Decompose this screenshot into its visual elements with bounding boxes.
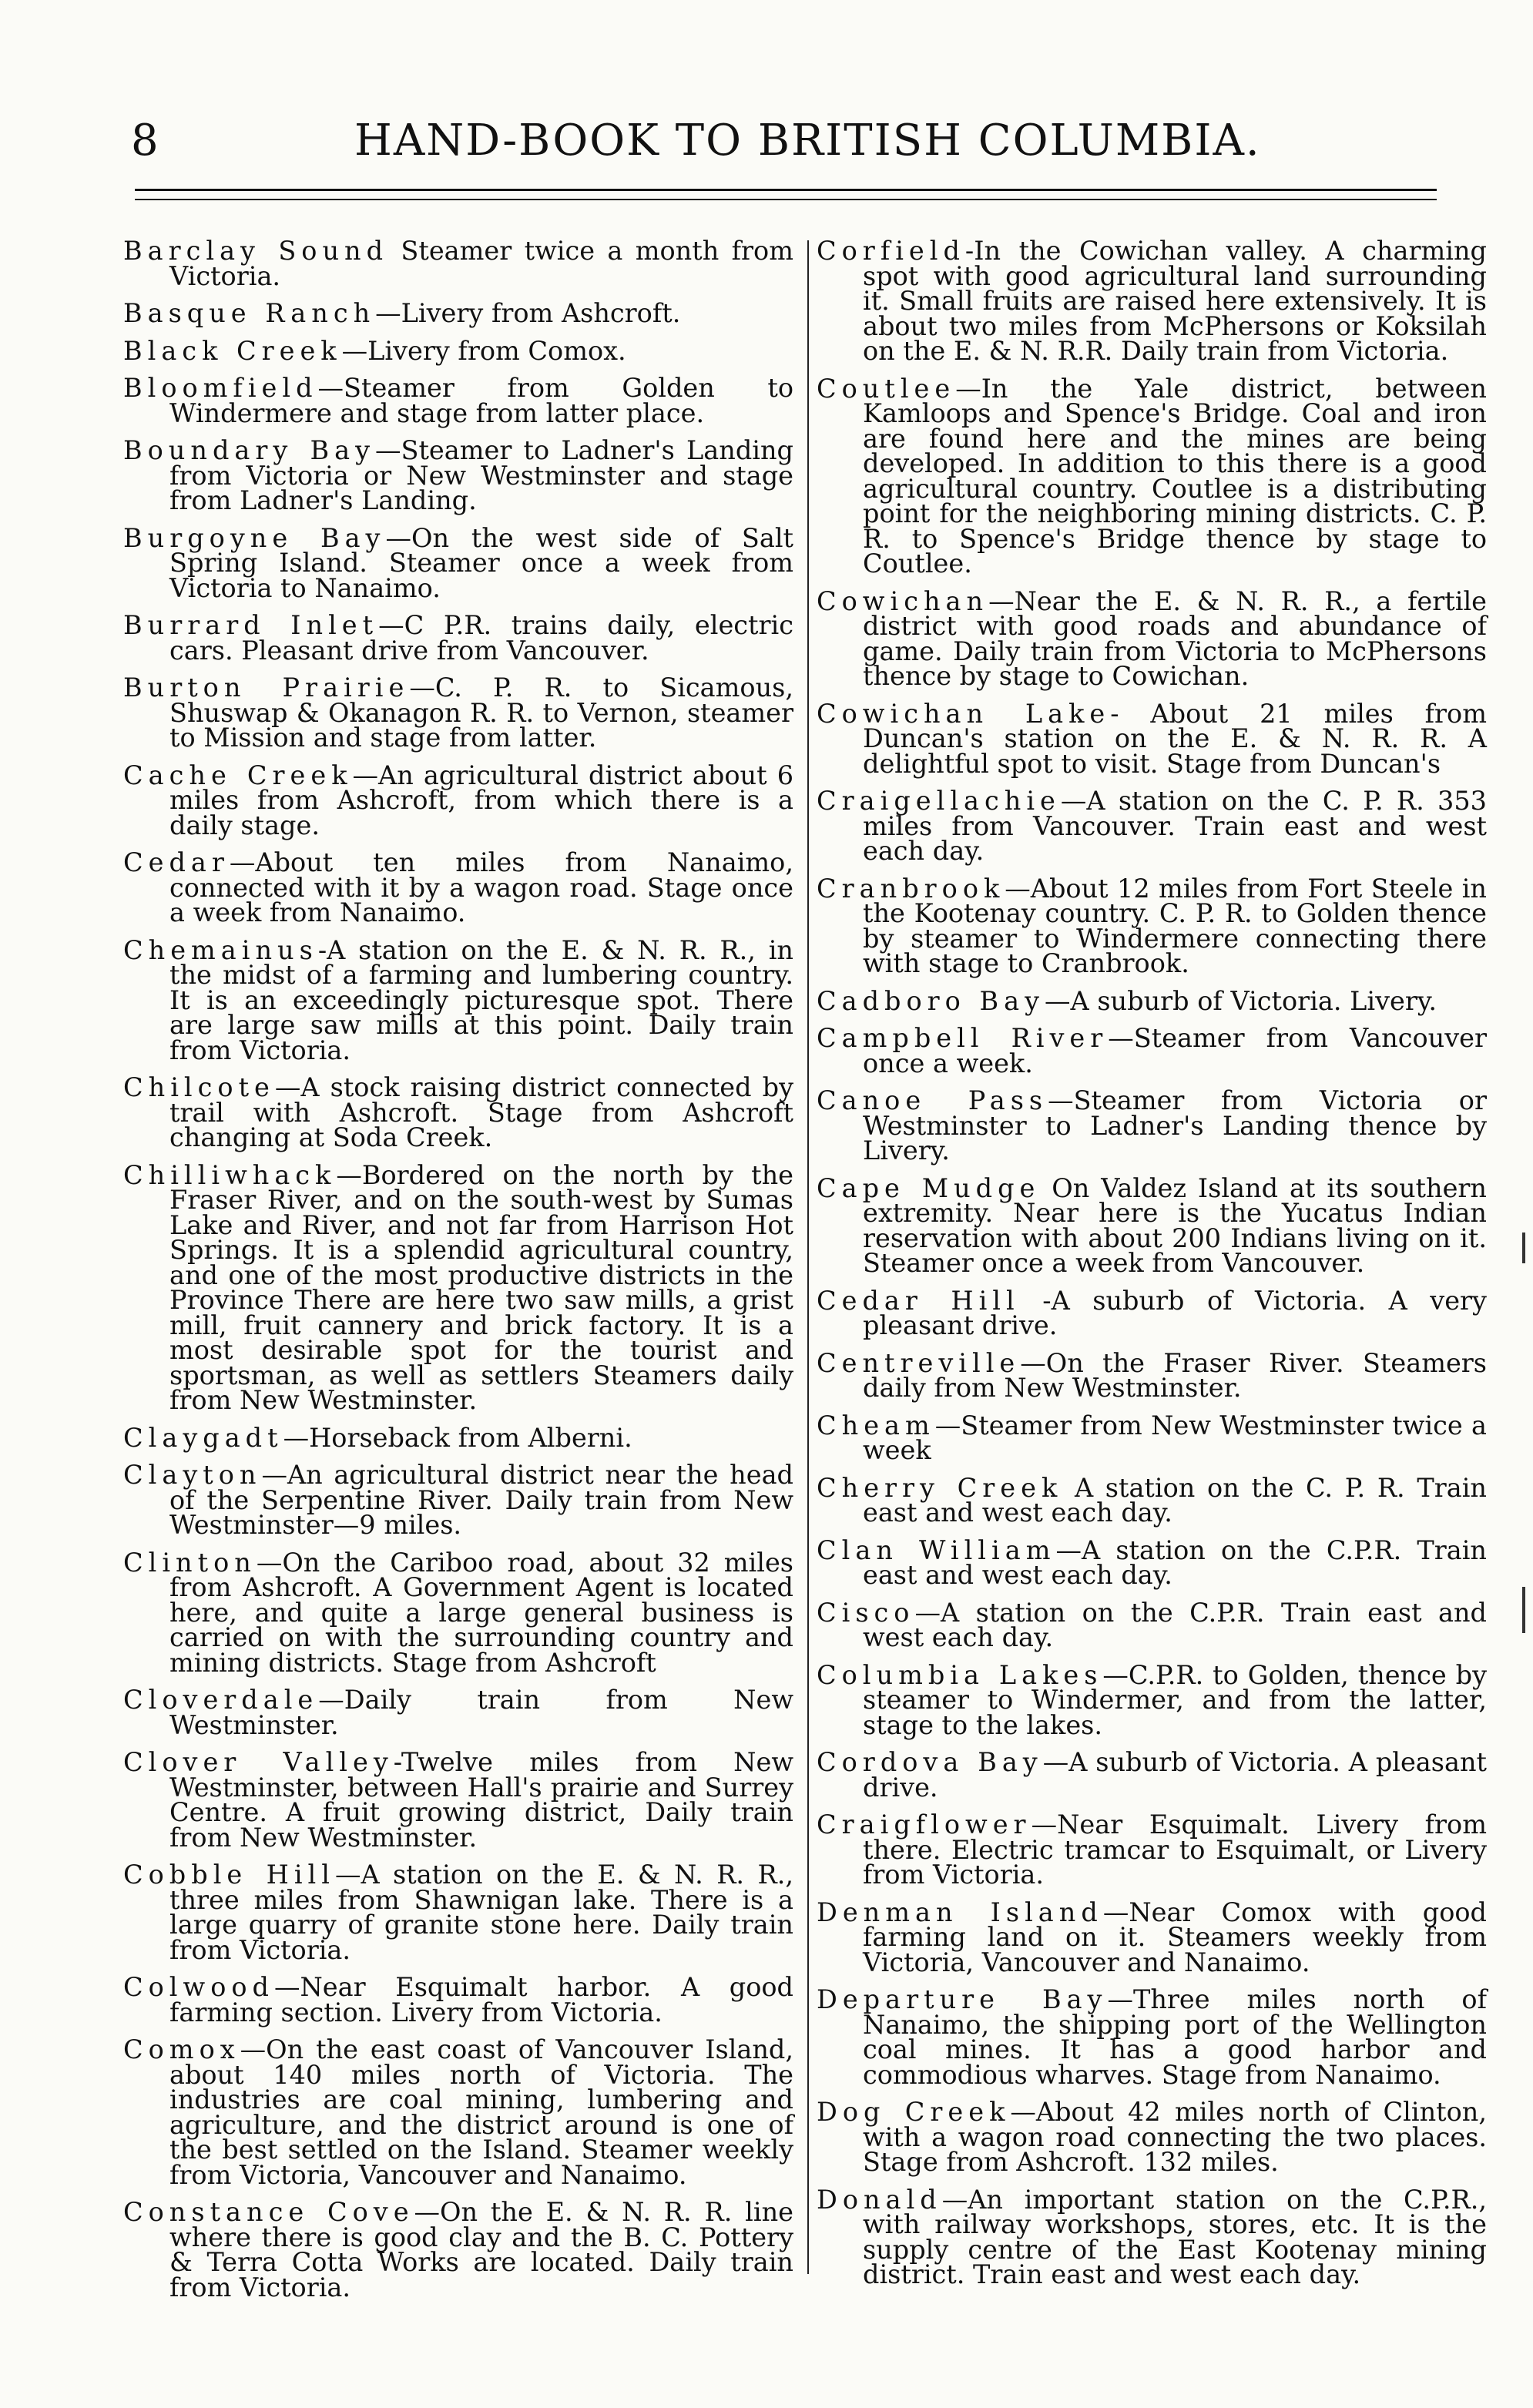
gazetteer-entry xyxy=(123,298,793,328)
entry-term: Coutlee xyxy=(817,373,956,404)
gazetteer-entry xyxy=(817,1472,1488,1528)
gazetteer-entry xyxy=(123,2034,793,2190)
entry-description: —A station on the C.P.R. Train east and west each day. xyxy=(863,1534,1488,1590)
gazetteer-entry xyxy=(817,1809,1487,1890)
entry-term: Bloomfield xyxy=(123,373,318,403)
entry-term: Cowichan Lake xyxy=(817,698,1111,729)
entry-term: Cisco xyxy=(817,1597,915,1628)
entry-description: -Twelve miles from New Westminster, between Hall's prairie and Surrey Centre. A fruit growing district, Daily train from New Westminster. xyxy=(169,1747,793,1853)
entry-term: Cloverdale xyxy=(123,1685,319,1715)
gazetteer-entry xyxy=(817,373,1487,579)
gazetteer-entry xyxy=(817,585,1487,691)
gazetteer-entry xyxy=(123,610,793,666)
column-divider xyxy=(807,240,809,2274)
entry-description: —Three miles north of Nanaimo, the shipping port of the Wellington coal mines. It has a good harbor and commodious wharves. Stage from Nanaimo. xyxy=(863,1984,1487,2090)
entry-description: - About 21 miles from Duncan's station on the E. & N. R. R. A delightful spot to visit. Stage from Duncan's xyxy=(863,698,1487,779)
entry-description: —A station on the C. P. R. 353 miles from Vancouver. Train east and west each day. xyxy=(863,786,1487,866)
entry-term: Donald xyxy=(817,2184,942,2215)
entry-term: Cheam xyxy=(817,1410,935,1440)
entry-description: —A stock raising district connected by trail with Ashcroft. Stage from Ashcroft changing at Soda Creek. xyxy=(169,1072,793,1152)
header-rule-thick xyxy=(135,189,1437,191)
gazetteer-entry xyxy=(817,985,1487,1016)
gazetteer-entry xyxy=(817,1410,1487,1465)
entry-term: Cobble Hill xyxy=(123,1860,335,1890)
entry-description: —On the E. & N. R. R. line where there is good clay and the B. C. Pottery & Terra Cotta Works are located. Daily train from Victoria. xyxy=(169,2197,793,2302)
entry-term: Cranbrook xyxy=(817,873,1005,904)
gazetteer-entry xyxy=(123,672,793,753)
gazetteer-entry xyxy=(123,1547,793,1678)
entry-description: —On the Cariboo road, about 32 miles from Ashcroft. A Government Agent is located here, and quite a large general business is carried on with the surrounding country and mining districts. Stage from Ashcroft xyxy=(169,1547,793,1678)
gazetteer-entry xyxy=(817,698,1487,779)
gazetteer-entry xyxy=(817,1285,1487,1340)
gazetteer-entry xyxy=(123,1072,793,1152)
entry-description: —Steamer to Ladner's Landing from Victoria or New Westminster and stage from Ladner's Landing. xyxy=(169,435,793,515)
gazetteer-entry xyxy=(817,1659,1488,1740)
gazetteer-entry xyxy=(817,1597,1487,1652)
gazetteer-entry xyxy=(817,1747,1487,1803)
entry-description: —An important station on the C.P.R., with railway workshops, stores, etc. It is the supply centre of the East Kootenay mining district. Train east and west each day. xyxy=(863,2184,1487,2289)
entry-description: —An agricultural district near the head of the Serpentine River. Daily train from New Westminster—9 miles. xyxy=(169,1460,793,1540)
entry-description: —Steamer from Victoria or Westminster to Ladner's Landing thence by Livery. xyxy=(863,1085,1487,1165)
gazetteer-entry xyxy=(817,2184,1487,2289)
gazetteer-entry xyxy=(817,1897,1487,1977)
entry-term: Denman Island xyxy=(817,1897,1103,1927)
entry-description: —Near Esquimalt harbor. A good farming section. Livery from Victoria. xyxy=(169,1972,793,2027)
entry-description: —In the Yale district, between Kamloops and Spence's Bridge. Coal and iron are found here and the mines are being developed. In addition to this there is a good agricultural country. Coutlee is a distributing point for the neighboring mining districts. C. P. R. to Spence's Bridge thence by stage to Coutlee. xyxy=(863,373,1487,579)
entry-term: Canoe Pass xyxy=(817,1085,1048,1115)
entry-description: —About ten miles from Nanaimo, connected with it by a wagon road. Stage once a week from Nanaimo. xyxy=(169,847,793,927)
gazetteer-entry xyxy=(817,1534,1488,1590)
gazetteer-entry xyxy=(817,1023,1487,1078)
entry-description: -A station on the E. & N. R. R., in the midst of a farming and lumbering country. It is an exceedingly picturesque spot. There are large saw mills at this point. Daily train from Victoria. xyxy=(169,934,793,1065)
entry-description: —About 12 miles from Fort Steele in the Kootenay country. C. P. R. to Golden thence by steamer to Windermere connecting there with stage to Cranbrook. xyxy=(863,873,1487,978)
gazetteer-entry xyxy=(817,1085,1487,1165)
entry-description: -In the Cowichan valley. A charming spot with good agricultural land surrounding it. Small fruits are raised here extensively. It is about two miles from McPhersons or Koksilah on the E. & N. R.R. Daily train from Victoria. xyxy=(863,236,1487,366)
entry-description: —About 42 miles north of Clinton, with a wagon road connecting the two places. Stage from Ashcroft. 132 miles. xyxy=(863,2097,1488,2177)
gazetteer-entry xyxy=(817,873,1487,978)
entry-term: Departure Bay xyxy=(817,1984,1108,2014)
gazetteer-entry xyxy=(123,1422,793,1453)
gazetteer-entry xyxy=(817,2097,1488,2177)
entry-term: Claygadt xyxy=(123,1422,283,1453)
gazetteer-entry xyxy=(123,1972,793,2027)
entry-term: Burgoyne Bay xyxy=(123,522,386,553)
entry-term: Cedar Hill xyxy=(817,1285,1020,1316)
entry-term: Clover Valley xyxy=(123,1747,394,1777)
gazetteer-entry xyxy=(123,522,794,603)
gazetteer-entry xyxy=(817,236,1487,366)
gazetteer-entry xyxy=(123,335,793,366)
entry-term: Chemainus xyxy=(123,934,318,965)
entry-term: Columbia Lakes xyxy=(817,1659,1103,1690)
gazetteer-entry xyxy=(817,1347,1487,1403)
entry-description: On Valdez Island at its southern extremity. Near here is the Yucatus Indian reservation with about 200 Indians living on it. Steamer once a week from Vancouver. xyxy=(863,1172,1487,1278)
entry-term: Constance Cove xyxy=(123,2197,414,2227)
gazetteer-entry xyxy=(123,1747,793,1853)
entry-description: —Livery from Comox. xyxy=(341,335,626,366)
page-header xyxy=(131,116,1433,169)
entry-term: Boundary Bay xyxy=(123,435,376,465)
entry-description: Steamer twice a month from Victoria. xyxy=(169,236,793,291)
entry-description: —C. P. R. to Sicamous, Shuswap & Okanagon R. R. to Vernon, steamer to Mission and stage from latter. xyxy=(169,672,793,753)
entry-description: -A suburb of Victoria. A very pleasant drive. xyxy=(863,1285,1487,1340)
entry-description: —A station on the C.P.R. Train east and west each day. xyxy=(863,1597,1487,1652)
entry-term: Cordova Bay xyxy=(817,1747,1043,1777)
gazetteer-entry xyxy=(123,1860,793,1965)
entry-term: Barclay Sound xyxy=(123,236,389,266)
entry-term: Cedar xyxy=(123,847,230,877)
gazetteer-entry xyxy=(123,847,793,927)
gazetteer-entry xyxy=(123,1685,793,1740)
entry-term: Craigellachie xyxy=(817,786,1061,816)
scan-edge-mark xyxy=(1522,1233,1525,1263)
entry-term: Colwood xyxy=(123,1972,274,2002)
entry-term: Cowichan xyxy=(817,585,989,616)
entry-term: Clayton xyxy=(123,1460,262,1490)
entry-term: Cache Creek xyxy=(123,760,353,790)
running-head: HAND-BOOK TO BRITISH COLUMBIA. xyxy=(354,116,1261,166)
entry-description: —Near the E. & N. R. R., a fertile district with good roads and abundance of game. Daily train from Victoria to McPhersons thence by stage to Cowichan. xyxy=(863,585,1487,691)
entry-description: —On the east coast of Vancouver Island, about 140 miles north of Victoria. The industries are coal mining, lumbering and agriculture, and the district around is one of the best settled on the Island. Steamer weekly from Victoria, Vancouver and Nanaimo. xyxy=(169,2034,793,2190)
page-number: 8 xyxy=(131,116,159,166)
entry-description: —On the west side of Salt Spring Island. Steamer once a week from Victoria to Nanaimo. xyxy=(169,522,794,603)
entry-description: —A station on the E. & N. R. R., three miles from Shawnigan lake. There is a large quarry of granite stone here. Daily train from Victoria. xyxy=(169,1860,793,1965)
gazetteer-entry xyxy=(123,1460,793,1540)
entry-term: Black Creek xyxy=(123,335,342,366)
left-column xyxy=(123,236,794,2312)
entry-description: —A suburb of Victoria. A pleasant drive. xyxy=(863,1747,1487,1803)
gazetteer-entry xyxy=(123,236,793,291)
entry-description: —Near Comox with good farming land on it. Steamers weekly from Victoria, Vancouver and Nanaimo. xyxy=(863,1897,1487,1977)
entry-term: Centreville xyxy=(817,1347,1021,1378)
entry-term: Craigflower xyxy=(817,1809,1032,1840)
entry-term: Chilliwhack xyxy=(123,1159,337,1190)
entry-description: —Steamer from Golden to Windermere and stage from latter place. xyxy=(169,373,793,428)
gazetteer-entry xyxy=(123,373,793,428)
gazetteer-entry xyxy=(817,1984,1487,2090)
entry-description: —Steamer from Vancouver once a week. xyxy=(863,1023,1487,1078)
entry-description: —Near Esquimalt. Livery from there. Electric tramcar to Esquimalt, or Livery from Victoria. xyxy=(863,1809,1487,1890)
entry-term: Burrard Inlet xyxy=(123,610,379,640)
entry-description: —Steamer from New Westminster twice a week xyxy=(863,1410,1487,1465)
gazetteer-entry xyxy=(123,435,793,515)
entry-term: Chilcote xyxy=(123,1072,275,1102)
entry-term: Dog Creek xyxy=(817,2097,1011,2127)
gazetteer-entry xyxy=(123,760,794,840)
entry-term: Clan William xyxy=(817,1534,1056,1565)
entry-term: Comox xyxy=(123,2034,240,2064)
gazetteer-entry xyxy=(123,2197,793,2302)
gazetteer-entry xyxy=(817,1172,1487,1278)
entry-description: —An agricultural district about 6 miles from Ashcroft, from which there is a daily stage. xyxy=(169,760,794,840)
entry-term: Cape Mudge xyxy=(817,1172,1041,1203)
entry-term: Burton Prairie xyxy=(123,672,410,703)
entry-description: —C P.R. trains daily, electric cars. Pleasant drive from Vancouver. xyxy=(169,610,793,666)
entry-description: —Horseback from Alberni. xyxy=(283,1422,632,1453)
entry-description: —C.P.R. to Golden, thence by steamer to Windermer, and from the latter, stage to the lakes. xyxy=(863,1659,1488,1740)
entry-term: Cadboro Bay xyxy=(817,985,1045,1016)
scan-edge-mark xyxy=(1522,1587,1525,1633)
gazetteer-entry xyxy=(817,786,1487,866)
entry-description: —Livery from Ashcroft. xyxy=(375,298,681,328)
entry-description: —Daily train from New Westminster. xyxy=(169,1685,793,1740)
entry-term: Campbell River xyxy=(817,1023,1109,1053)
header-rule-thin xyxy=(135,199,1437,200)
entry-description: —A suburb of Victoria. Livery. xyxy=(1045,985,1437,1016)
entry-term: Corfield xyxy=(817,236,965,266)
entry-term: Clinton xyxy=(123,1547,257,1578)
entry-description: —On the Fraser River. Steamers daily from New Westminster. xyxy=(863,1347,1487,1403)
right-column xyxy=(817,236,1488,2300)
entry-description: —Bordered on the north by the Fraser River, and on the south-west by Sumas Lake and River, and not far from Harrison Hot Springs. It is a splendid agricultural country, and one of the most productive districts in the Province There are here two saw mills, a grist mill, fruit cannery and brick factory. It is a most desirable spot for the tourist and sportsman, as well as settlers Steamers daily from New Westminster. xyxy=(169,1159,793,1415)
gazetteer-entry xyxy=(123,934,793,1065)
entry-term: Cherry Creek xyxy=(817,1472,1063,1503)
entry-description: A station on the C. P. R. Train east and west each day. xyxy=(863,1472,1488,1528)
entry-term: Basque Ranch xyxy=(123,298,376,328)
gazetteer-entry xyxy=(123,1159,793,1415)
